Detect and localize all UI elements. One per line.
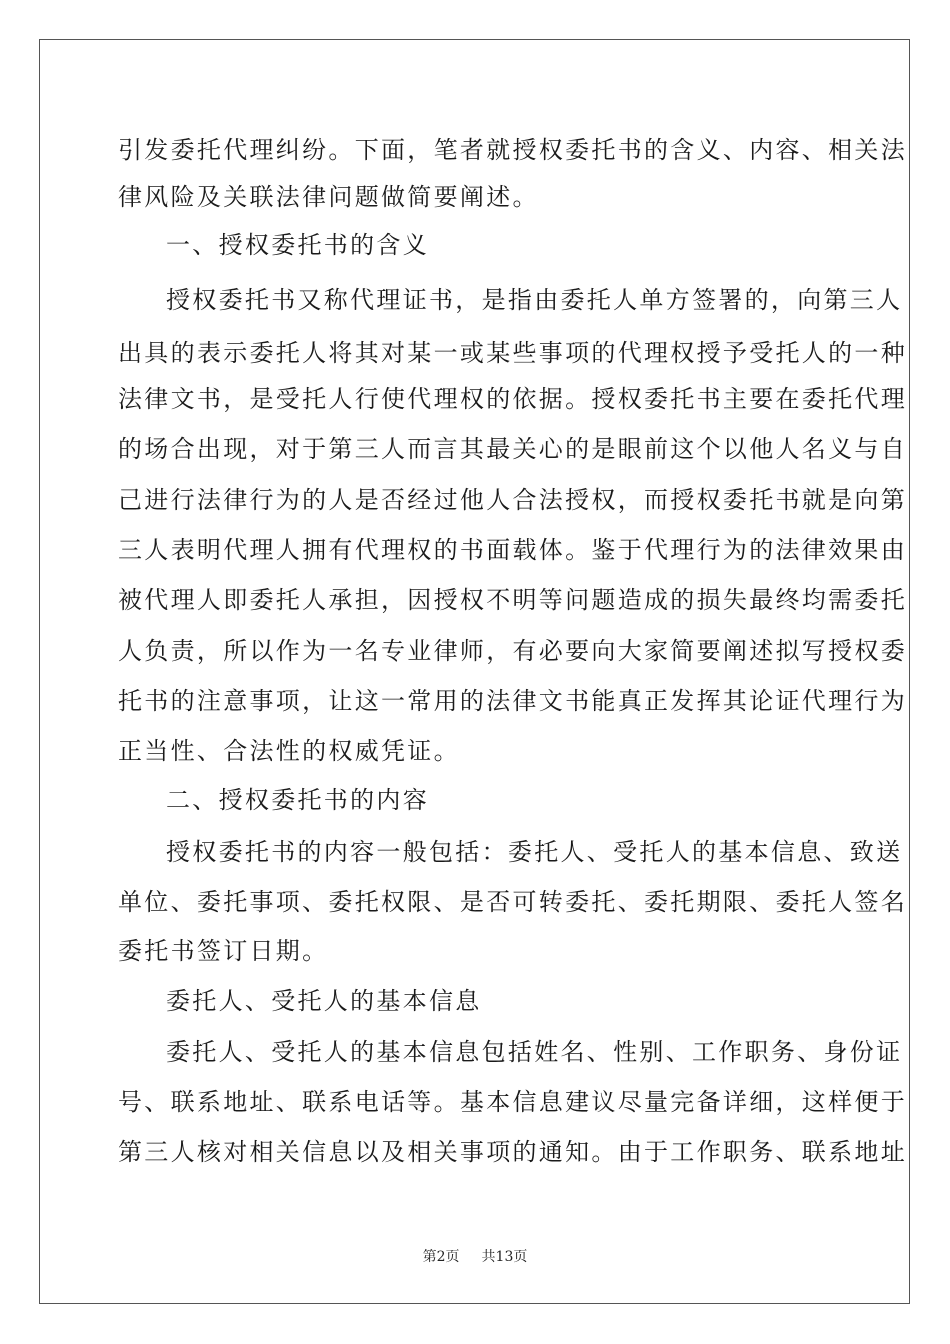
- section-heading: 一、授权委托书的含义: [166, 231, 429, 259]
- paragraph-line: 单位、委托事项、委托权限、是否可转委托、委托期限、委托人签名: [118, 888, 907, 916]
- section-heading: 二、授权委托书的内容: [166, 786, 429, 814]
- paragraph-line: 正当性、合法性的权威凭证。: [118, 737, 460, 765]
- paragraph-line: 第三人核对相关信息以及相关事项的通知。由于工作职务、联系地址: [118, 1138, 907, 1166]
- paragraph-line: 律风险及关联法律问题做简要阐述。: [118, 183, 539, 211]
- paragraph-line: 的场合出现，对于第三人而言其最关心的是眼前这个以他人名义与自: [118, 435, 907, 463]
- subheading: 委托人、受托人的基本信息: [166, 987, 482, 1015]
- paragraph-line: 授权委托书又称代理证书，是指由委托人单方签署的，向第三人: [166, 286, 903, 314]
- paragraph-line: 出具的表示委托人将其对某一或某些事项的代理权授予受托人的一种: [118, 339, 907, 367]
- paragraph-line: 号、联系地址、联系电话等。基本信息建议尽量完备详细，这样便于: [118, 1088, 907, 1116]
- paragraph-line: 被代理人即委托人承担，因授权不明等问题造成的损失最终均需委托: [118, 586, 907, 614]
- paragraph-line: 托书的注意事项，让这一常用的法律文书能真正发挥其论证代理行为: [118, 687, 907, 715]
- paragraph-line: 引发委托代理纠纷。下面，笔者就授权委托书的含义、内容、相关法: [118, 136, 907, 164]
- paragraph-line: 三人表明代理人拥有代理权的书面载体。鉴于代理行为的法律效果由: [118, 536, 907, 564]
- paragraph-line: 己进行法律行为的人是否经过他人合法授权，而授权委托书就是向第: [118, 486, 907, 514]
- paragraph-line: 人负责，所以作为一名专业律师，有必要向大家简要阐述拟写授权委: [118, 637, 907, 665]
- page-number: 第2页: [422, 1249, 460, 1265]
- page-total: 共13页: [481, 1249, 528, 1265]
- page-footer: [0, 1248, 950, 1266]
- paragraph-line: 法律文书，是受托人行使代理权的依据。授权委托书主要在委托代理: [118, 385, 907, 413]
- paragraph-line: 授权委托书的内容一般包括：委托人、受托人的基本信息、致送: [166, 838, 903, 866]
- paragraph-line: 委托书签订日期。: [118, 937, 329, 965]
- paragraph-line: 委托人、受托人的基本信息包括姓名、性别、工作职务、身份证: [166, 1038, 903, 1066]
